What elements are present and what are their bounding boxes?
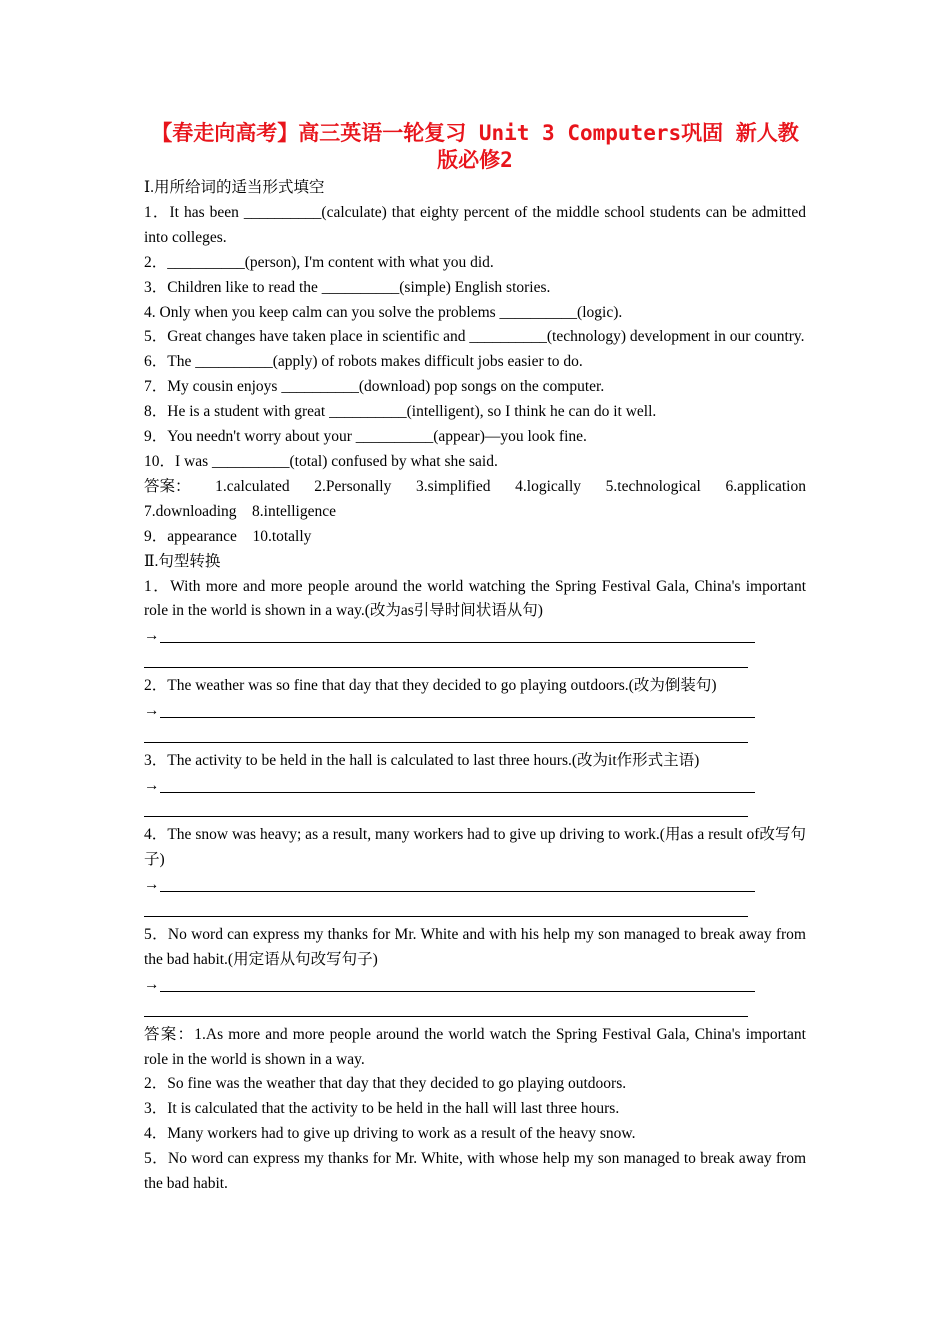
answer-line[interactable]: [144, 774, 806, 799]
exercise-item: 6．The __________(apply) of robots makes difficult jobs easier to do.: [144, 353, 583, 371]
answer: 3.simplified: [416, 477, 491, 495]
exercise-item: 4. Only when you keep calm can you solve the problems __________(logic).: [144, 303, 623, 321]
answer: 5.technological: [605, 477, 701, 495]
section1-answers-row3: 9．appearance 10.totally: [144, 527, 312, 545]
document-page: [144, 120, 806, 1197]
exercise-item: 1．With more and more people around the world watching the Spring Festival Gala, China's important role in the world is shown in a way.(改为as引导时间状语从句): [144, 577, 806, 620]
answers-label: 答案：: [144, 477, 191, 495]
answers-label: 答案：: [144, 1025, 195, 1043]
exercise-item: 3．Children like to read the __________(simple) English stories.: [144, 278, 551, 296]
answer-line[interactable]: [144, 799, 748, 824]
answer-line[interactable]: [144, 998, 748, 1023]
arrow-icon: →: [144, 876, 160, 894]
answer-line[interactable]: [144, 624, 806, 649]
answer: 2.Personally: [314, 477, 392, 495]
answer-line[interactable]: [144, 873, 806, 898]
exercise-item: 10．I was __________(total) confused by what she said.: [144, 452, 498, 470]
exercise-item: 4．The snow was heavy; as a result, many workers had to give up driving to work.(用as a result of改写句子): [144, 826, 806, 869]
section1-answers-row2: 7.downloading 8.intelligence: [144, 502, 336, 520]
section1-heading: Ⅰ.用所给词的适当形式填空: [144, 179, 325, 196]
answer-line[interactable]: [144, 973, 806, 998]
answer-line[interactable]: [144, 898, 748, 923]
answer: 6.application: [725, 477, 806, 495]
arrow-icon: →: [144, 975, 160, 993]
answer-line[interactable]: [144, 649, 748, 674]
document-title: 【春走向高考】高三英语一轮复习 Unit 3 Computers巩固 新人教版必修2: [151, 121, 799, 172]
arrow-icon: →: [144, 702, 160, 719]
exercise-item: 3．The activity to be held in the hall is calculated to last three hours.(改为it作形式主语): [144, 751, 700, 769]
section2-heading: Ⅱ.句型转换: [144, 552, 221, 570]
answer-line[interactable]: [144, 699, 806, 724]
exercise-item: 1．It has been __________(calculate) that eighty percent of the middle school students can be admitted into colleges.: [144, 203, 806, 246]
section2-answer: 2．So fine was the weather that day that they decided to go playing outdoors.: [144, 1075, 627, 1093]
section2-answer: [144, 1023, 806, 1073]
exercise-item: 7．My cousin enjoys __________(download) pop songs on the computer.: [144, 378, 605, 396]
arrow-icon: →: [144, 627, 160, 645]
exercise-item: 9．You needn't worry about your __________(appear)—you look fine.: [144, 428, 587, 446]
answer: 4.logically: [515, 477, 582, 495]
exercise-item: 8．He is a student with great __________(intelligent), so I think he can do it well.: [144, 403, 657, 421]
section2-answer: 4．Many workers had to give up driving to work as a result of the heavy snow.: [144, 1125, 636, 1143]
section1-answers-row: [144, 475, 806, 500]
exercise-item: 5．No word can express my thanks for Mr. White and with his help my son managed to break away from the bad habit.(用定语从句改写句子): [144, 926, 806, 968]
section2-answer: 3．It is calculated that the activity to be held in the hall will last three hours.: [144, 1100, 620, 1118]
answer-line[interactable]: [144, 724, 748, 749]
answer: 1.calculated: [215, 477, 290, 495]
exercise-item: 2．__________(person), I'm content with what you did.: [144, 253, 494, 271]
exercise-item: 5．Great changes have taken place in scientific and __________(technology) development in our country.: [144, 328, 805, 346]
arrow-icon: →: [144, 776, 160, 794]
section2-answer: 5．No word can express my thanks for Mr. White, with whose help my son managed to break away from the bad habit.: [144, 1150, 806, 1193]
answer-text: 1.As more and more people around the world watch the Spring Festival Gala, China's important role in the world is shown in a way.: [144, 1025, 806, 1068]
exercise-item: 2．The weather was so fine that day that they decided to go playing outdoors.(改为倒装句): [144, 677, 717, 695]
